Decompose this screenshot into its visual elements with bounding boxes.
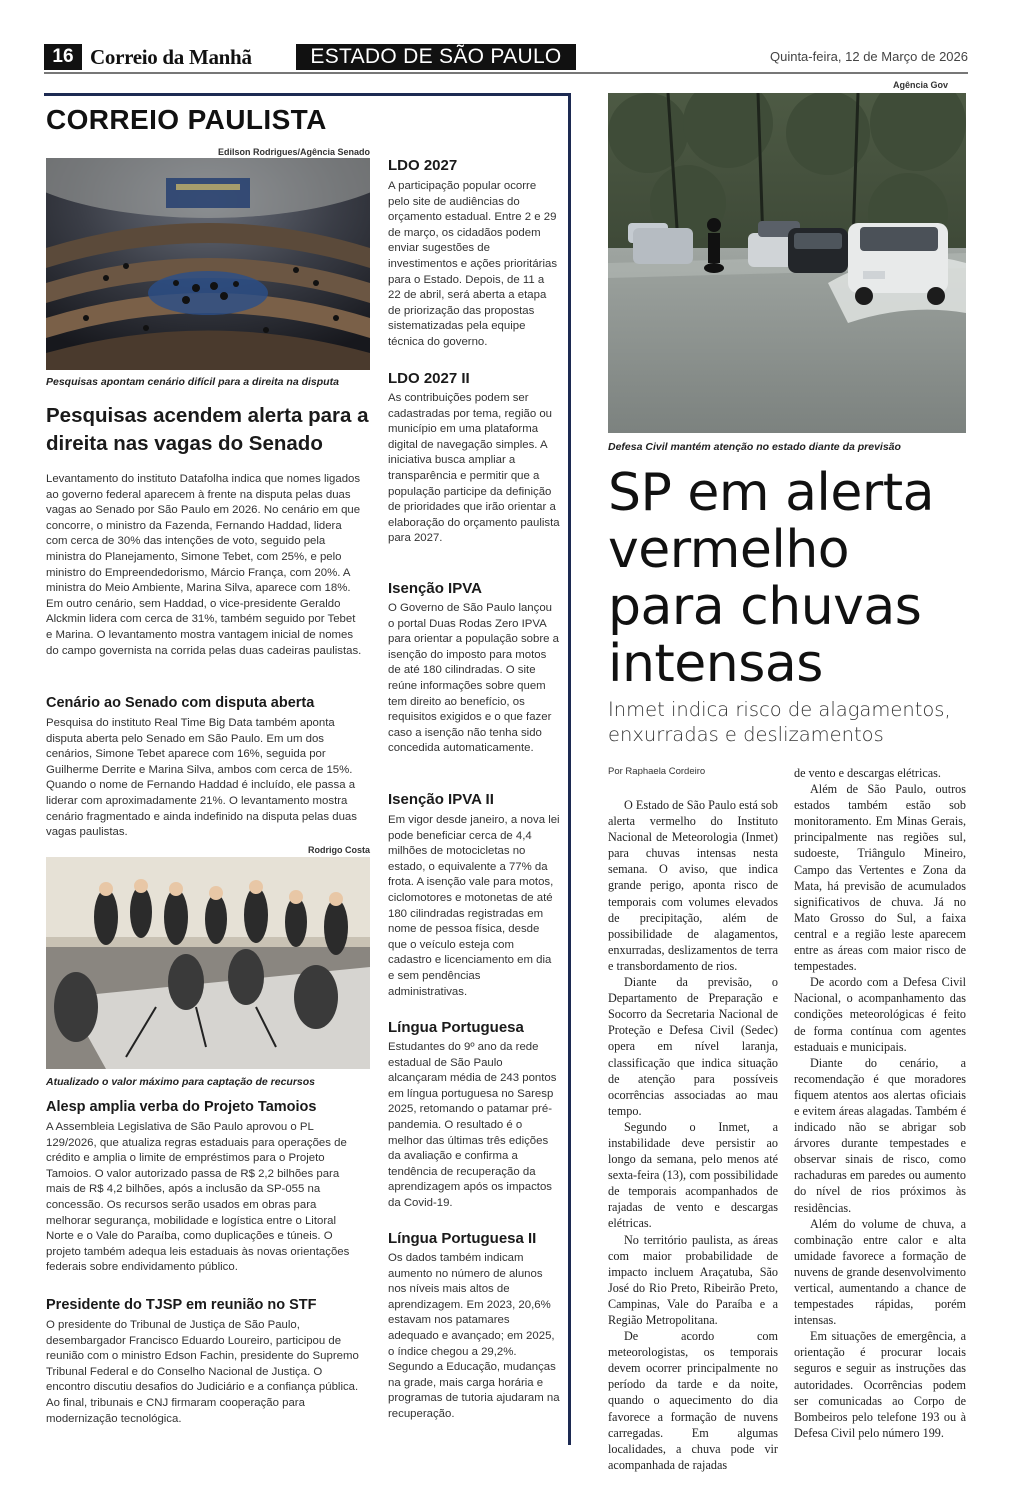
column-title: CORREIO PAULISTA bbox=[46, 104, 327, 135]
page-header bbox=[44, 44, 968, 70]
main-deck: Inmet indica risco de alagamentos, enxurradas e deslizamentos bbox=[608, 698, 951, 746]
article-paragraph: Além do volume de chuva, a combinação entre calor e alta umidade favorece a formação de nuvens de grande desenvolvimento vertical, aumentando a chance de tempestades rápidas, porém intensas. bbox=[794, 1216, 966, 1328]
story-headline: Presidente do TJSP em reunião no STF bbox=[46, 1297, 317, 1313]
story-headline: Pesquisas acendem alerta para a direita nas vagas do Senado bbox=[46, 404, 369, 455]
note-body: As contribuições podem ser cadastradas por tema, região ou município em uma plataforma digital de navegação simples. A iniciativa busca ampliar a transparência e permitir que a população participe da definição de prioridades que irão orientar a elaboração do orçamento paulista para 2027. bbox=[388, 392, 560, 545]
article-paragraph: Além de São Paulo, outros estados também estão sob monitoramento. Em Minas Gerais, principalmente nas regiões sul, sudoeste, Triângulo Mineiro, Campo das Vertentes e Zona da Mata, há previsão de acumulados significativos de chuva. Já no Mato Grosso do Sul, a faixa central e a região leste aparecem entre as áreas com maior risco de tempestades. bbox=[794, 782, 966, 974]
photo-credit: Edilson Rodrigues/Agência Senado bbox=[217, 147, 370, 157]
section-title: ESTADO DE SÃO PAULO bbox=[296, 44, 576, 70]
article-paragraph: Em situações de emergência, a orientação é procurar locais seguros e seguir as instruções das autoridades. Ocorrências podem ser comunicadas ao Corpo de Bombeiros pelo telefone 193 ou à Defesa Civil pelo número 199. bbox=[794, 1329, 966, 1440]
article-paragraph: de vento e descargas elétricas. bbox=[794, 766, 941, 780]
newspaper-name: Correio da Manhã bbox=[90, 45, 252, 69]
story-body: O presidente do Tribunal de Justiça de São Paulo, desembargador Francisco Eduardo Loureiro, participou de reunião com o ministro Edson Fachin, presidente do Supremo Tribunal Federal e do Conselho Nacional de Justiça. O encontro discutiu desafios do Judiciário e a confiança pública. Ao final, tribunais e CNJ firmaram cooperação para modernização tecnológica. bbox=[46, 1319, 359, 1425]
article-column-2 bbox=[794, 765, 966, 1441]
photo-credit: Agência Gov bbox=[892, 80, 948, 90]
article-paragraph: De acordo com meteorologistas, os temporais devem ocorrer principalmente no período da tarde e da noite, quando o aquecimento do dia favorece a formação de nuvens carregadas. Em algumas localidades, a chuva pode vir acompanhada de rajadas bbox=[608, 1329, 778, 1472]
story-body: Pesquisa do instituto Real Time Big Data também aponta disputa aberta pelo Senado em São Paulo. Em um dos cenários, Simone Tebet aparece com 16%, seguida por Guilherme Derrite e Marina Silva, ambos com cerca de 15%. Quando o nome de Fernando Haddad é incluído, ele passa a liderar com aproximadamente 21%. O levantamento mostra cenário fragmentado e ainda indefinido na disputa pelas duas vagas paulistas. bbox=[46, 717, 357, 839]
article-column-1 bbox=[608, 797, 778, 1473]
article-paragraph: No território paulista, as áreas com maior probabilidade de impacto incluem Araçatuba, São José do Rio Preto, Ribeirão Preto, Campinas, Vale do Paraíba e a Região Metropolitana. bbox=[608, 1232, 778, 1327]
note-title: Língua Portuguesa bbox=[388, 1019, 524, 1036]
note-title: Isenção IPVA bbox=[388, 580, 482, 597]
note-title: Isenção IPVA II bbox=[388, 791, 494, 808]
article-paragraph: De acordo com a Defesa Civil Nacional, o acompanhamento das condições meteorológicas é feito de forma contínua com agentes estaduais e municipais. bbox=[794, 975, 966, 1054]
byline: Por Raphaela Cordeiro bbox=[608, 766, 706, 777]
note-body: Estudantes do 9º ano da rede estadual de São Paulo alcançaram média de 243 pontos em língua portuguesa no Saresp 2025, retomando o patamar pré-pandemia. O resultado é o melhor das últimas três edições da avaliação e confirma a tendência de recuperação da aprendizagem após os impactos da Covid-19. bbox=[388, 1041, 557, 1209]
note-title: LDO 2027 II bbox=[388, 370, 470, 387]
note-body: O Governo de São Paulo lançou o portal Duas Rodas Zero IPVA para orientar a população sobre a isenção do imposto para motos de até 180 cilindradas. O site reúne informações sobre quem tem direito ao benefício, os requisitos exigidos e o que fazer caso a isenção não tenha sido concedida automaticamente. bbox=[388, 602, 559, 755]
note-body: Em vigor desde janeiro, a nova lei pode beneficiar cerca de 4,4 milhões de motocicletas no estado, o equivalente a 77% da frota. A isenção vale para motos, ciclomotores e motonetas de até 180 cilindradas registradas em nome de pessoa física, desde que o veículo esteja com cadastro e licenciamento em dia e sem pendências administrativas. bbox=[388, 814, 560, 998]
note-body: A participação popular ocorre pelo site de audiências do orçamento estadual. Entre 2 e 29 de março, os cidadãos podem enviar sugestões de investimentos e ações prioritárias para o Estado. Depois, de 11 a 22 de abril, será aberta a etapa de priorização das propostas sistematizadas pela equipe técnica do governo. bbox=[388, 180, 558, 348]
story-headline: Alesp amplia verba do Projeto Tamoios bbox=[46, 1099, 317, 1115]
issue-date: Quinta-feira, 12 de Março de 2026 bbox=[769, 49, 968, 64]
photo-credit: Rodrigo Costa bbox=[308, 845, 370, 855]
story-headline: Cenário ao Senado com disputa aberta bbox=[46, 695, 315, 711]
flooded-street-photo bbox=[608, 93, 966, 433]
senate-photo bbox=[46, 158, 370, 370]
alesp-meeting-photo bbox=[46, 857, 370, 1069]
article-paragraph: Diante do cenário, a recomendação é que moradores fiquem atentos aos alertas oficiais e evitem áreas alagadas. Também é indicado não se abrigar sob árvores durante tempestades e observar sinais de risco, como rachaduras em paredes ou aumento do nível de rios próximos às residências. bbox=[794, 1055, 966, 1215]
photo-caption: Defesa Civil mantém atenção no estado diante da previsão bbox=[608, 441, 901, 453]
article-paragraph: Segundo o Inmet, a instabilidade deve persistir ao longo da semana, pelo menos até sexta-feira (13), com possibilidade de temporais acompanhados de rajadas de vento e descargas elétricas. bbox=[608, 1119, 778, 1231]
story-body: A Assembleia Legislativa de São Paulo aprovou o PL 129/2026, que atualiza regras estaduais para operações de crédito e amplia o limite de empréstimos para o Projeto Tamoios. O valor autorizado passa de R$ 2,2 bilhões para mais de R$ 4,2 bilhões, após a inclusão da SP-055 na concessão. Os recursos serão usados em obras para melhorar segurança, mobilidade e logística entre o Litoral Norte e o Vale do Paraíba, como duplicações e túneis. O projeto também adequa leis estaduais às novas orientações federais sobre endividamento público. bbox=[46, 1121, 350, 1274]
article-paragraph: O Estado de São Paulo está sob alerta vermelho do Instituto Nacional de Meteorologia (Inmet) para chuvas intensas nesta semana. O aviso, que indica grande perigo, aponta risco de temporais com volumes elevados de precipitação, além de possibilidade de alagamentos, enxurradas, deslizamentos de terra e transbordamento de rios. bbox=[608, 798, 778, 973]
page-number: 16 bbox=[44, 44, 82, 70]
header-rule bbox=[44, 72, 968, 74]
story-body: Levantamento do instituto Datafolha indica que nomes ligados ao governo federal aparecem à frente na disputa pelas duas vagas ao Senado por São Paulo em 2026. No cenário em que concorre, o ministro da Fazenda, Fernando Haddad, lidera com cerca de 30% das intenções de voto, seguido pela ministra do Planejamento, Simone Tebet, com 25%, e pelo ministro do Empreendedorismo, Márcio França, com 20%. A ministra do Meio Ambiente, Marina Silva, aparece com 18%. Em outro cenário, sem Haddad, o vice-presidente Geraldo Alckmin lidera com cerca de 31%, também seguido por Tebet e Marina. O levantamento mostra vantagem inicial de nomes do campo governista na corrida pelas duas cadeiras paulistas. bbox=[46, 473, 362, 657]
photo-caption: Atualizado o valor máximo para captação de recursos bbox=[46, 1076, 316, 1088]
note-title: Língua Portuguesa II bbox=[388, 1230, 537, 1247]
note-body: Os dados também indicam aumento no número de alunos nos níveis mais altos de aprendizagem. Em 2023, 20,6% estavam nos patamares adequado e avançado; em 2025, o índice chegou a 29,2%. Segundo a Educação, mudanças na grade, mais carga horária e programas de tutoria ajudaram na recuperação. bbox=[388, 1252, 560, 1420]
main-headline: SP em alerta vermelho para chuvas intensas bbox=[608, 463, 935, 694]
photo-caption: Pesquisas apontam cenário difícil para a direita na disputa bbox=[46, 376, 339, 388]
note-title: LDO 2027 bbox=[388, 157, 458, 174]
article-paragraph: Diante da previsão, o Departamento de Preparação e Socorro da Secretaria Nacional de Proteção e Defesa Civil (Sedec) opera em nível laranja, classificação que indica situação de atenção para possíveis ocorrências associadas ao mau tempo. bbox=[608, 975, 778, 1118]
